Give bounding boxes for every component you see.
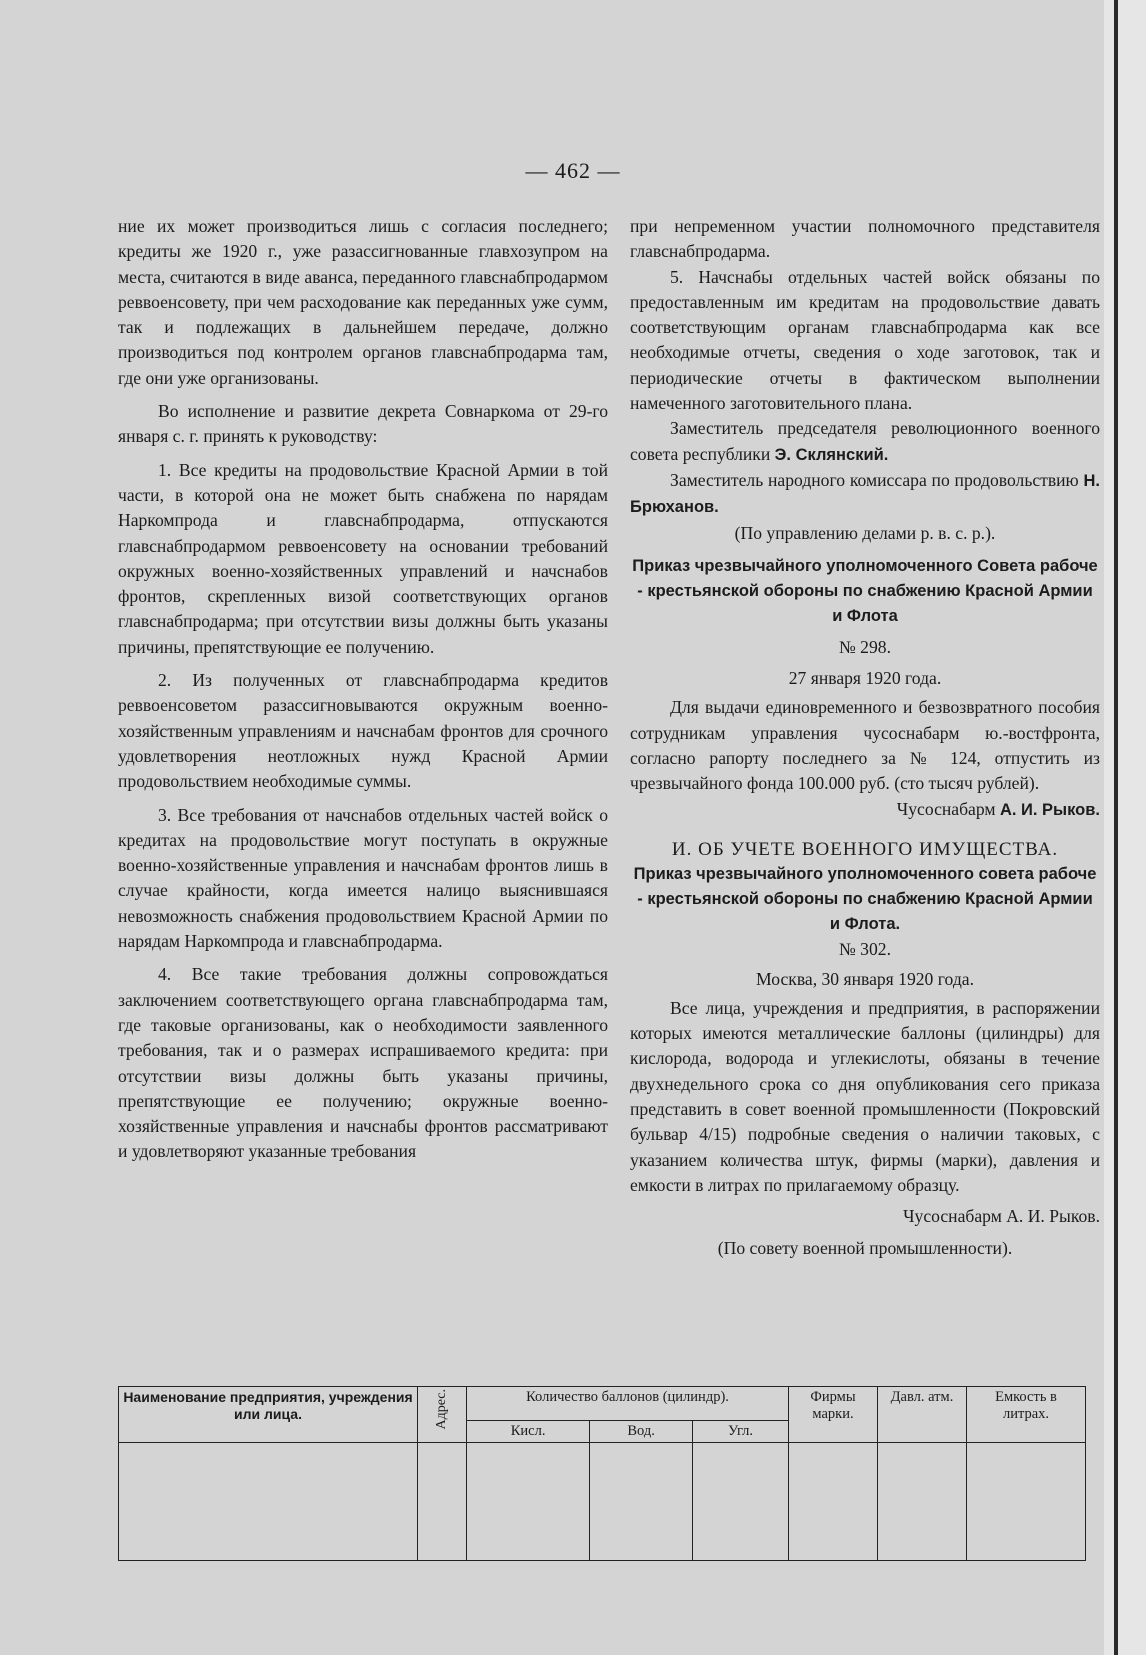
table-cell — [119, 1443, 418, 1561]
subheader-hydrogen: Вод. — [590, 1421, 693, 1443]
subheader-carbonic: Угл. — [693, 1421, 789, 1443]
paragraph: Во исполнение и развитие декрета Совнаркома от 29-го января с. г. принять к руководству: — [118, 401, 608, 447]
page-number: — 462 — — [525, 158, 621, 183]
source-note: (По управлению делами р. в. с. р.). — [734, 522, 996, 543]
order-number: № 298. — [839, 636, 891, 657]
order-date: 27 января 1920 года. — [788, 668, 942, 689]
order-body: Все лица, учреждения и предприятия, в распоряжении которых имеются металлические баллоны (цилиндры) для кислорода, водорода и углекислоты, обязаны в течение двухнедельного срока со дня опубликования сего приказа представить в совет военной промышленности (Покровский бульвар 4/15) подробные сведения о наличии таковых, с указанием количества штук, фирмы (марки), давления и емкости в литрах по прилагаемому образцу. — [630, 997, 1100, 1195]
binding-line — [1114, 0, 1118, 1655]
order-signature: Чусоснабарм А. И. Рыков. — [903, 1206, 1100, 1227]
signature-name: Н. Брюханов. — [630, 471, 1101, 517]
order-title: Приказ чрезвычайного уполномоченного совета рабоче - крестьянской обороны по снабжению Красной Армии и Флота. — [633, 865, 1097, 934]
signature-text: Чусоснабарм — [896, 798, 996, 819]
paragraph: при непременном участии полномочного представителя главснабпродарма. — [630, 216, 1100, 262]
report-form-table — [118, 1386, 1086, 1561]
table-cell — [967, 1443, 1086, 1561]
paragraph: 2. Из полученных от главснабпродарма кредитов реввоенсоветом разассигновываются окружным военно-хозяйственным управлениям и начснабам фронтов для срочного удовлетворения неотложных нужд Красной Армии продовольствием необходимые суммы. — [118, 670, 608, 792]
column-header-address — [418, 1387, 467, 1443]
signature-block-2 — [630, 468, 1100, 521]
signature-block-1 — [630, 416, 1100, 468]
table-row — [119, 1443, 1086, 1561]
column-header-firm: Фирмы марки. — [789, 1387, 878, 1443]
table-cell — [467, 1443, 590, 1561]
right-column — [630, 214, 1100, 1261]
paragraph: 4. Все такие требования должны сопровождаться заключением соответствующего органа главснабпродарма там, где таковые организованы, как о необходимости заявленного требования, так и о размерах испрашиваемого кредита: при отсутствии визы должны быть указаны причины, препятствующие ее получению; окружные военно-хозяйственные управления и начснабы фронтов рассматривают и удовлетворяют указанные требования — [118, 964, 608, 1162]
order-date: Москва, 30 января 1920 года. — [756, 968, 974, 989]
paragraph: 5. Начснабы отдельных частей войск обязаны по предоставленным им кредитам на продовольствие давать соответствующим органам главснабпродарма как все необходимые отчеты, сведения о ходе заготовок, так и периодические отчеты в фактическом выполнении намеченного заготовительного плана. — [630, 266, 1100, 414]
table-cell — [789, 1443, 878, 1561]
table-cell — [878, 1443, 967, 1561]
column-header-name: Наименование предприятия, учреждения или лица. — [119, 1387, 418, 1443]
paragraph: 1. Все кредиты на продовольствие Красной Армии в той части, в которой она не может быть снабжена по нарядам Наркомпрода и главснабпродарма, отпускаются главснабпродармом реввоенсовету на основании требований окружных военно-хозяйственных управлений и начснабов фронтов, скрепленных визой соответствующих органов главснабпродарма; при отсутствии визы должны быть указаны причины, препятствующие ее получению. — [118, 459, 608, 657]
section-title: И. ОБ УЧЕТЕ ВОЕННОГО ИМУЩЕСТВА. — [671, 838, 1059, 860]
paragraph: ние их может производиться лишь с согласия последнего; кредиты же 1920 г., уже разассигнованные главхозупром на места, считаются в виде аванса, переданного главснабпродармом реввоенсовету, при чем расходование как переданных уже сумм, так и подлежащих в дальнейшем передаче, должно производиться под контролем органов главснабпродарма там, где они уже организованы. — [118, 216, 608, 388]
table-cell — [590, 1443, 693, 1561]
column-header-pressure: Давл. атм. — [878, 1387, 967, 1443]
signature-name: Э. Склянский. — [774, 445, 889, 464]
paragraph: 3. Все требования от начснабов отдельных частей войск о кредитах на продовольствие могут поступать в окружные военно-хозяйственные управления и начснабам фронтов лишь в случае крайности, когда имеется налицо выяснившаяся невозможность снабжения продовольствием Красной Армии по нарядам Наркомпрода и главснабпродарма. — [118, 804, 608, 952]
binding-edge — [1104, 0, 1146, 1655]
column-header-volume: Емкость в литрах. — [967, 1387, 1086, 1443]
address-label: Адрес. — [434, 1389, 449, 1430]
subheader-oxygen: Кисл. — [467, 1421, 590, 1443]
signature-text: Заместитель народного комиссара по продовольствию — [670, 469, 1079, 490]
order-body: Для выдачи единовременного и безвозвратного пособия сотрудникам управления чусоснабарм ю.-востфронта, согласно рапорту последнего за № 124, отпустить из чрезвычайного фонда 100.000 руб. (сто тысяч рублей). — [630, 697, 1100, 794]
source-note: (По совету военной промышленности). — [717, 1237, 1013, 1258]
signature-name: А. И. Рыков. — [999, 800, 1100, 819]
order-title: Приказ чрезвычайного уполномоченного Совета рабоче - крестьянской обороны по снабжению Красной Армии и Флота — [632, 556, 1098, 625]
table-cell — [418, 1443, 467, 1561]
signature-text: Заместитель председателя революционного военного совета республики — [630, 418, 1100, 464]
table-cell — [693, 1443, 789, 1561]
order-number: № 302. — [839, 939, 891, 960]
order-signature — [630, 797, 1100, 823]
column-header-quantity: Количество баллонов (цилиндр). — [467, 1387, 789, 1421]
left-column — [118, 214, 608, 1165]
